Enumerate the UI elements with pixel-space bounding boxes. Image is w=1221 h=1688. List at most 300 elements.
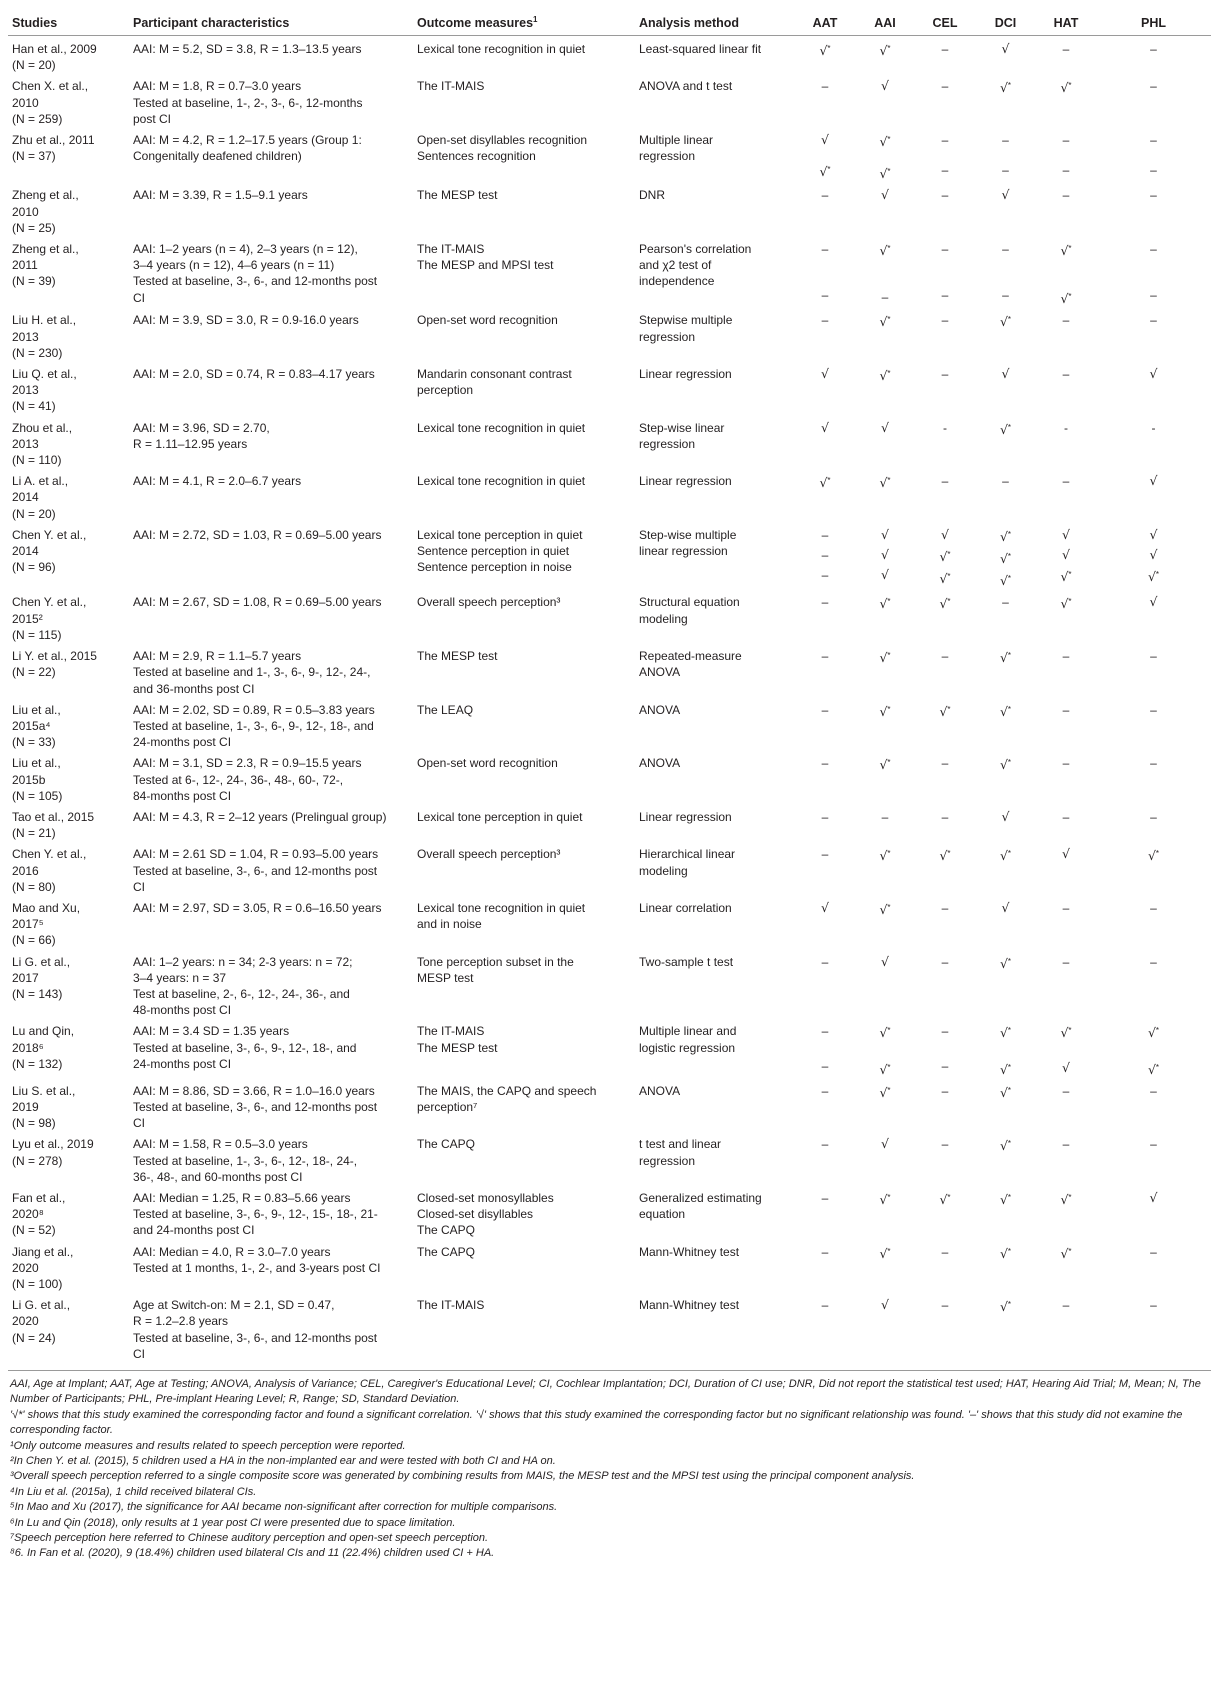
- factor-aat-cell: [795, 895, 855, 949]
- factor-aat-cell: [795, 643, 855, 697]
- check-icon: √: [821, 419, 829, 435]
- dash-mark: –: [821, 1190, 829, 1205]
- factor-mark: [919, 473, 971, 489]
- factor-phl-cell: [1096, 36, 1211, 74]
- dash-mark: –: [1150, 188, 1157, 203]
- analysis-cell: [635, 236, 795, 307]
- participant-cell: [129, 182, 413, 236]
- significance-star: *: [887, 44, 891, 53]
- factor-hat-cell: [1036, 415, 1096, 469]
- significance-star: *: [1007, 1062, 1012, 1072]
- study-cell-line: (N = 41): [12, 399, 56, 414]
- outcome-cell: [413, 949, 635, 1019]
- factor-mark: [1040, 702, 1092, 718]
- study-cell-line: Liu Q. et al.,: [12, 367, 77, 382]
- analysis-cell: [635, 307, 795, 361]
- factor-mark: [859, 954, 911, 970]
- outcome-cell: [413, 589, 635, 643]
- factor-phl-cell: [1096, 307, 1211, 361]
- check-icon: √: [1149, 1189, 1158, 1205]
- table-row: [8, 307, 1211, 361]
- outcome-cell: [413, 127, 635, 182]
- study-cell-line: Han et al., 2009: [12, 42, 97, 56]
- dash-mark: –: [941, 1298, 949, 1313]
- dash-mark: –: [821, 79, 829, 94]
- factor-mark: [1100, 41, 1207, 57]
- participant-cell-line: AAI: Median = 1.25, R = 0.83–5.66 years: [133, 1190, 351, 1205]
- factor-mark: [1040, 846, 1092, 862]
- check-icon: √: [999, 1061, 1008, 1077]
- check-icon: √: [1060, 1245, 1069, 1261]
- analysis-cell-line: Repeated-measure: [639, 649, 742, 664]
- factor-mark: [919, 846, 971, 864]
- study-cell-line: Li G. et al.,: [12, 1298, 71, 1313]
- factor-mark: [1100, 420, 1207, 436]
- participant-cell: [129, 522, 413, 590]
- factor-hat-cell: [1036, 127, 1096, 182]
- outcome-cell-line: Open-set word recognition: [417, 313, 558, 328]
- factor-hat-cell: [1036, 841, 1096, 895]
- dash-mark: –: [821, 649, 829, 664]
- factor-mark: [1040, 527, 1092, 543]
- factor-mark: [979, 78, 1032, 96]
- table-row: [8, 361, 1211, 415]
- factor-mark: [979, 241, 1032, 257]
- factor-cel-cell: [915, 750, 975, 804]
- dash-mark: –: [941, 809, 949, 824]
- study-cell-line: 2015b: [12, 772, 46, 787]
- participant-cell-line: AAI: M = 1.8, R = 0.7–3.0 years: [133, 79, 302, 94]
- factor-aai-cell: [855, 127, 915, 182]
- factor-mark: [1100, 567, 1207, 585]
- factor-mark: [799, 1023, 851, 1039]
- factor-mark: [859, 1136, 911, 1152]
- factor-aat-cell: [795, 73, 855, 127]
- analysis-cell-line: regression: [639, 149, 696, 164]
- study-cell-line: (N = 96): [12, 560, 56, 575]
- factor-aat-cell: [795, 697, 855, 751]
- factor-dci-cell: [975, 1131, 1036, 1185]
- factor-mark: [1040, 1244, 1092, 1262]
- factor-mark: [859, 1023, 911, 1041]
- factor-mark: [919, 420, 971, 436]
- factor-mark: [919, 594, 971, 612]
- check-icon: √: [821, 899, 829, 915]
- dash-mark: –: [1062, 1083, 1070, 1098]
- factor-mark: [919, 241, 971, 257]
- factor-aat-cell: [795, 1292, 855, 1362]
- factor-mark: [1040, 900, 1092, 916]
- analysis-cell-line: regression: [639, 329, 696, 344]
- participant-cell: [129, 361, 413, 415]
- factor-hat-cell: [1036, 182, 1096, 236]
- factor-mark: [859, 312, 911, 330]
- factor-dci-cell: [975, 468, 1036, 522]
- analysis-cell: [635, 73, 795, 127]
- factor-mark: [1040, 78, 1092, 96]
- col-studies: Studies: [8, 0, 129, 36]
- study-cell: [8, 841, 129, 895]
- col-outcome: Outcome measures$^1$: [413, 0, 635, 36]
- factor-mark: [979, 1244, 1032, 1262]
- participant-cell-line: Tested at baseline, 3-, 6-, and 12-months post: [133, 1099, 378, 1114]
- factor-dci-cell: [975, 127, 1036, 182]
- factor-mark: [1100, 547, 1207, 563]
- study-cell-line: Chen Y. et al.,: [12, 595, 87, 610]
- dash-mark: –: [821, 1024, 829, 1039]
- factor-aai-cell: [855, 841, 915, 895]
- check-icon: √: [879, 475, 888, 491]
- col-participants: Participant characteristics: [129, 0, 413, 36]
- check-icon: √: [999, 757, 1008, 773]
- factor-cel-cell: [915, 1239, 975, 1293]
- dash-mark: –: [941, 188, 949, 203]
- factor-mark: [979, 702, 1032, 720]
- dash-mark: –: [941, 133, 949, 148]
- factor-mark: [919, 702, 971, 720]
- factor-mark: [919, 162, 971, 178]
- participant-cell-line: CI: [133, 1346, 145, 1361]
- check-icon: √: [1147, 569, 1156, 585]
- factor-mark: [799, 241, 851, 257]
- factor-cel-cell: [915, 127, 975, 182]
- dash-mark: –: [1062, 649, 1070, 664]
- check-icon: √: [1060, 1191, 1069, 1207]
- check-icon: √: [1001, 808, 1010, 824]
- participant-cell-line: 84-months post CI: [133, 788, 232, 803]
- study-cell-line: 2015²: [12, 611, 43, 626]
- study-cell-line: (N = 143): [12, 986, 63, 1001]
- study-cell-line: (N = 100): [12, 1277, 63, 1291]
- dash-mark: –: [1062, 313, 1070, 328]
- dash-mark: –: [1150, 133, 1157, 148]
- participant-cell-line: Tested at baseline, 3-, 6-, 9-, 12-, 18-, and: [133, 1040, 357, 1055]
- participant-cell: [129, 307, 413, 361]
- factor-aat-cell: [795, 468, 855, 522]
- analysis-cell: [635, 804, 795, 841]
- analysis-cell: [635, 468, 795, 522]
- study-cell-line: (N = 20): [12, 58, 56, 73]
- table-row: [8, 182, 1211, 236]
- participant-cell-line: AAI: 1–2 years: n = 34; 2-3 years: n = 72;: [133, 954, 353, 969]
- factor-mark: [1040, 241, 1092, 259]
- check-icon: √: [1147, 1025, 1156, 1041]
- check-icon: √: [881, 567, 889, 583]
- table-row: [8, 73, 1211, 127]
- factor-dci-cell: [975, 361, 1036, 415]
- significance-star: *: [1007, 651, 1012, 661]
- table-row: [8, 589, 1211, 643]
- dash-mark: –: [1062, 1298, 1070, 1313]
- factor-mark: [1040, 567, 1092, 585]
- study-cell: [8, 307, 129, 361]
- analysis-cell-line: ANOVA and t test: [639, 79, 733, 94]
- factor-mark: [799, 527, 851, 543]
- dash-mark: -: [943, 420, 947, 435]
- significance-star: *: [1007, 422, 1012, 432]
- dash-mark: –: [1150, 242, 1157, 257]
- analysis-cell: [635, 1185, 795, 1239]
- factor-dci-cell: [975, 415, 1036, 469]
- significance-star: *: [1007, 758, 1012, 768]
- study-cell: [8, 415, 129, 469]
- factor-aat-cell: [795, 307, 855, 361]
- significance-star: *: [827, 44, 831, 53]
- factor-phl-cell: [1096, 1292, 1211, 1362]
- factor-mark: [859, 473, 911, 491]
- factor-dci-cell: [975, 589, 1036, 643]
- factor-mark: [919, 1058, 971, 1074]
- factor-mark: [1040, 648, 1092, 664]
- factor-hat-cell: [1036, 804, 1096, 841]
- outcome-cell: [413, 1185, 635, 1239]
- factor-mark: [919, 1297, 971, 1313]
- factor-mark: [919, 366, 971, 382]
- factor-mark: [979, 41, 1032, 57]
- study-cell-line: Jiang et al.,: [12, 1244, 74, 1259]
- dash-mark: –: [1150, 79, 1157, 94]
- participant-cell: [129, 1018, 413, 1077]
- outcome-cell-line: Sentences recognition: [417, 149, 536, 164]
- analysis-cell: [635, 522, 795, 590]
- factor-dci-cell: [975, 949, 1036, 1019]
- check-icon: √: [819, 475, 828, 491]
- significance-star: *: [1155, 1026, 1160, 1036]
- participant-cell-line: AAI: M = 2.97, SD = 3.05, R = 0.6–16.50 years: [133, 900, 382, 915]
- check-icon: √: [1147, 848, 1156, 864]
- dash-mark: –: [1150, 900, 1157, 915]
- participant-cell: [129, 697, 413, 751]
- factor-mark: [1100, 594, 1207, 610]
- study-cell: [8, 895, 129, 949]
- table-row: [8, 127, 1211, 182]
- factor-mark: [799, 954, 851, 970]
- dash-mark: –: [1002, 595, 1009, 610]
- study-cell-line: 2020⁸: [12, 1207, 44, 1222]
- significance-star: *: [1155, 570, 1160, 580]
- study-cell: [8, 36, 129, 74]
- analysis-cell-line: Stepwise multiple: [639, 313, 733, 328]
- factor-aat-cell: [795, 841, 855, 895]
- significance-star: *: [887, 369, 891, 379]
- check-icon: √: [1060, 1025, 1069, 1041]
- dash-mark: –: [941, 649, 949, 664]
- factor-aai-cell: [855, 73, 915, 127]
- table-row: [8, 804, 1211, 841]
- study-cell-line: Zhu et al., 2011: [12, 133, 95, 148]
- dash-mark: –: [941, 242, 949, 257]
- outcome-cell-line: The IT-MAIS: [417, 79, 485, 94]
- dash-mark: –: [821, 288, 829, 303]
- dash-mark: –: [1150, 313, 1157, 328]
- outcome-cell-line: Overall speech perception³: [417, 595, 561, 610]
- factor-mark: [859, 594, 911, 612]
- factor-cel-cell: [915, 643, 975, 697]
- study-cell-line: 2011: [12, 258, 38, 273]
- factor-mark: [799, 287, 851, 303]
- significance-star: *: [887, 651, 891, 661]
- check-icon: √: [939, 549, 948, 565]
- participant-cell-line: AAI: M = 2.0, SD = 0.74, R = 0.83–4.17 years: [133, 367, 375, 382]
- check-icon: √: [879, 1245, 888, 1261]
- outcome-cell-line: The IT-MAIS: [417, 1024, 485, 1039]
- outcome-cell-line: Overall speech perception³: [417, 847, 561, 862]
- dash-mark: –: [941, 1244, 949, 1259]
- col-aai: AAI: [855, 0, 915, 36]
- participant-cell: [129, 1078, 413, 1132]
- outcome-cell: [413, 1078, 635, 1132]
- significance-star: *: [1068, 292, 1072, 302]
- check-icon: √: [999, 314, 1008, 330]
- factor-mark: [1100, 366, 1207, 382]
- factor-aat-cell: [795, 522, 855, 590]
- participant-cell-line: AAI: M = 4.1, R = 2.0–6.7 years: [133, 474, 302, 489]
- table-row: [8, 1239, 1211, 1293]
- significance-star: *: [1007, 315, 1012, 325]
- table-note: '√*' shows that this study examined the corresponding factor and found a significant correlation. '√' shows that this study examined the corresponding factor but no significant relationship was found. '–' shows that this study did not examine the corresponding factor.: [10, 1408, 1183, 1437]
- outcome-cell: [413, 307, 635, 361]
- factor-mark: [1040, 132, 1092, 148]
- significance-star: *: [827, 476, 831, 486]
- table-row: [8, 522, 1211, 590]
- table-row: [8, 895, 1211, 949]
- factor-aai-cell: [855, 468, 915, 522]
- factor-mark: [799, 1297, 851, 1313]
- dash-mark: –: [1062, 188, 1070, 203]
- study-cell-line: Li A. et al.,: [12, 474, 69, 489]
- factor-phl-cell: [1096, 468, 1211, 522]
- dash-mark: –: [941, 367, 949, 382]
- check-icon: √: [1062, 846, 1070, 862]
- factor-dci-cell: [975, 182, 1036, 236]
- factor-mark: [799, 312, 851, 328]
- col-cel: CEL: [915, 0, 975, 36]
- check-icon: √: [879, 757, 888, 773]
- factor-hat-cell: [1036, 1018, 1096, 1077]
- outcome-cell: [413, 36, 635, 74]
- factor-dci-cell: [975, 1185, 1036, 1239]
- participant-cell-line: AAI: M = 4.2, R = 1.2–17.5 years (Group 1:: [133, 133, 362, 148]
- factor-aat-cell: [795, 415, 855, 469]
- factor-mark: [979, 162, 1032, 178]
- study-cell-line: (N = 22): [12, 665, 56, 680]
- analysis-cell-line: modeling: [639, 863, 688, 878]
- dash-mark: –: [941, 42, 949, 56]
- study-cell-line: (N = 24): [12, 1330, 56, 1345]
- dash-mark: –: [1002, 133, 1009, 148]
- dash-mark: –: [941, 288, 949, 303]
- participant-cell-line: Tested at 1 months, 1-, 2-, and 3-years post CI: [133, 1260, 381, 1275]
- study-cell-line: Liu S. et al.,: [12, 1083, 76, 1098]
- analysis-cell: [635, 1018, 795, 1077]
- participant-cell-line: CI: [133, 1116, 145, 1131]
- factor-mark: [859, 648, 911, 666]
- factor-dci-cell: [975, 236, 1036, 307]
- factor-dci-cell: [975, 804, 1036, 841]
- factor-aai-cell: [855, 307, 915, 361]
- significance-star: *: [1007, 1246, 1012, 1256]
- analysis-cell-line: ANOVA: [639, 1083, 681, 1098]
- study-cell-line: 2020: [12, 1314, 39, 1329]
- factor-mark: [799, 420, 851, 436]
- factor-mark: [979, 1083, 1032, 1101]
- factor-mark: [979, 549, 1032, 567]
- check-icon: √: [879, 1061, 888, 1077]
- factor-aat-cell: [795, 1018, 855, 1077]
- factor-aat-cell: [795, 949, 855, 1019]
- factor-mark: [1040, 187, 1092, 203]
- dash-mark: –: [1150, 756, 1157, 771]
- significance-star: *: [827, 165, 831, 175]
- analysis-cell-line: logistic regression: [639, 1040, 736, 1055]
- studies-table: [8, 0, 1211, 1362]
- check-icon: √: [879, 596, 888, 612]
- outcome-cell-line: Lexical tone perception in quiet: [417, 809, 583, 824]
- factor-dci-cell: [975, 307, 1036, 361]
- factor-aat-cell: [795, 127, 855, 182]
- factor-mark: [1100, 527, 1207, 543]
- factor-mark: [1040, 162, 1092, 178]
- analysis-cell-line: Generalized estimating: [639, 1190, 762, 1205]
- factor-mark: [1100, 809, 1207, 825]
- header-row: [8, 0, 1211, 36]
- dash-mark: –: [1062, 756, 1070, 771]
- study-cell-line: Liu et al.,: [12, 756, 61, 771]
- significance-star: *: [1068, 244, 1072, 254]
- check-icon: √: [1060, 291, 1069, 307]
- significance-star: *: [887, 758, 891, 768]
- outcome-cell: [413, 415, 635, 469]
- check-icon: √: [1060, 596, 1069, 612]
- dash-mark: –: [941, 1137, 949, 1152]
- analysis-cell: [635, 949, 795, 1019]
- study-cell-line: 2015a⁴: [12, 718, 51, 733]
- factor-mark: [1040, 1060, 1092, 1076]
- participant-cell: [129, 73, 413, 127]
- significance-star: *: [1007, 956, 1012, 966]
- check-icon: √: [939, 848, 948, 864]
- study-cell-line: Li Y. et al., 2015: [12, 649, 97, 664]
- factor-cel-cell: [915, 804, 975, 841]
- outcome-cell-line: Lexical tone recognition in quiet: [417, 900, 586, 915]
- study-cell: [8, 804, 129, 841]
- dash-mark: –: [941, 1024, 949, 1039]
- outcome-cell-line: and in noise: [417, 917, 482, 932]
- participant-cell: [129, 236, 413, 307]
- analysis-cell-line: Linear regression: [639, 367, 732, 382]
- factor-mark: [859, 567, 911, 583]
- participant-cell-line: Age at Switch-on: M = 2.1, SD = 0.47,: [133, 1298, 335, 1313]
- dash-mark: –: [821, 188, 829, 203]
- study-cell: [8, 127, 129, 182]
- study-cell-line: Chen Y. et al.,: [12, 847, 87, 862]
- factor-hat-cell: [1036, 236, 1096, 307]
- participant-cell: [129, 949, 413, 1019]
- check-icon: √: [999, 848, 1008, 864]
- outcome-cell-line: Tone perception subset in the: [417, 954, 574, 969]
- analysis-cell-line: Hierarchical linear: [639, 847, 736, 862]
- factor-mark: [859, 41, 911, 59]
- study-cell-line: Mao and Xu,: [12, 900, 81, 915]
- dash-mark: –: [1150, 1137, 1157, 1152]
- dash-mark: –: [1062, 42, 1070, 56]
- table-row: [8, 750, 1211, 804]
- factor-hat-cell: [1036, 468, 1096, 522]
- participant-cell-line: AAI: M = 3.96, SD = 2.70,: [133, 420, 270, 435]
- factor-mark: [859, 78, 911, 94]
- factor-mark: [859, 547, 911, 563]
- factor-cel-cell: [915, 697, 975, 751]
